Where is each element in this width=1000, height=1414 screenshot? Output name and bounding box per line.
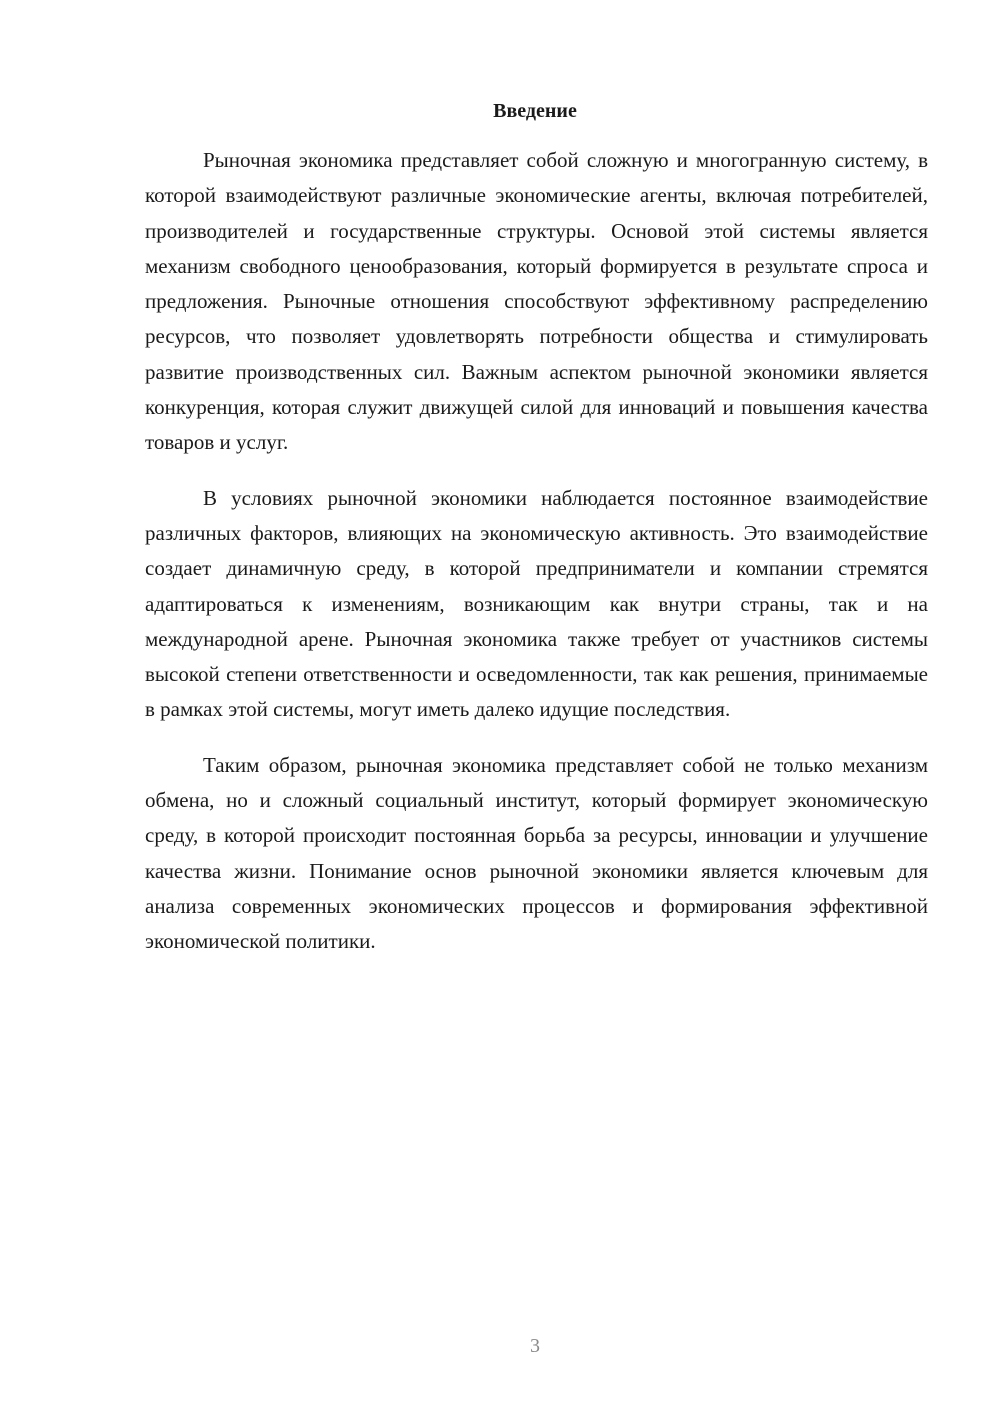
paragraph-3: Таким образом, рыночная экономика представляет собой не только механизм обмена, но и сложный социальный институт, который формирует экономическую среду, в которой происходит постоянная борьба за ресурсы, инновации и улучшение качества жизни. Понимание основ рыночной экономики является ключевым для анализа современных экономических процессов и формирования эффективной экономической политики.: [145, 752, 928, 954]
body-text: [145, 143, 928, 960]
page-number: 3: [530, 1335, 540, 1357]
paragraph-1: Рыночная экономика представляет собой сложную и многогранную систему, в которой взаимодействуют различные экономические агенты, включая потребителей, производителей и государственные структуры. Основой этой системы является механизм свободного ценообразования, который формируется в результате спроса и предложения. Рыночные отношения способствуют эффективному распределению ресурсов, что позволяет удовлетворять потребности общества и стимулировать развитие производственных сил. Важным аспектом рыночной экономики является конкуренция, которая служит движущей силой для инноваций и повышения качества товаров и услуг.: [145, 148, 928, 455]
paragraph-2: В условиях рыночной экономики наблюдается постоянное взаимодействие различных факторов, влияющих на экономическую активность. Это взаимодействие создает динамичную среду, в которой предприниматели и компании стремятся адаптироваться к изменениям, возникающим как внутри страны, так и на международной арене. Рыночная экономика также требует от участников системы высокой степени ответственности и осведомленности, так как решения, принимаемые в рамках этой системы, могут иметь далеко идущие последствия.: [145, 485, 928, 722]
page-title: Введение: [493, 100, 577, 122]
